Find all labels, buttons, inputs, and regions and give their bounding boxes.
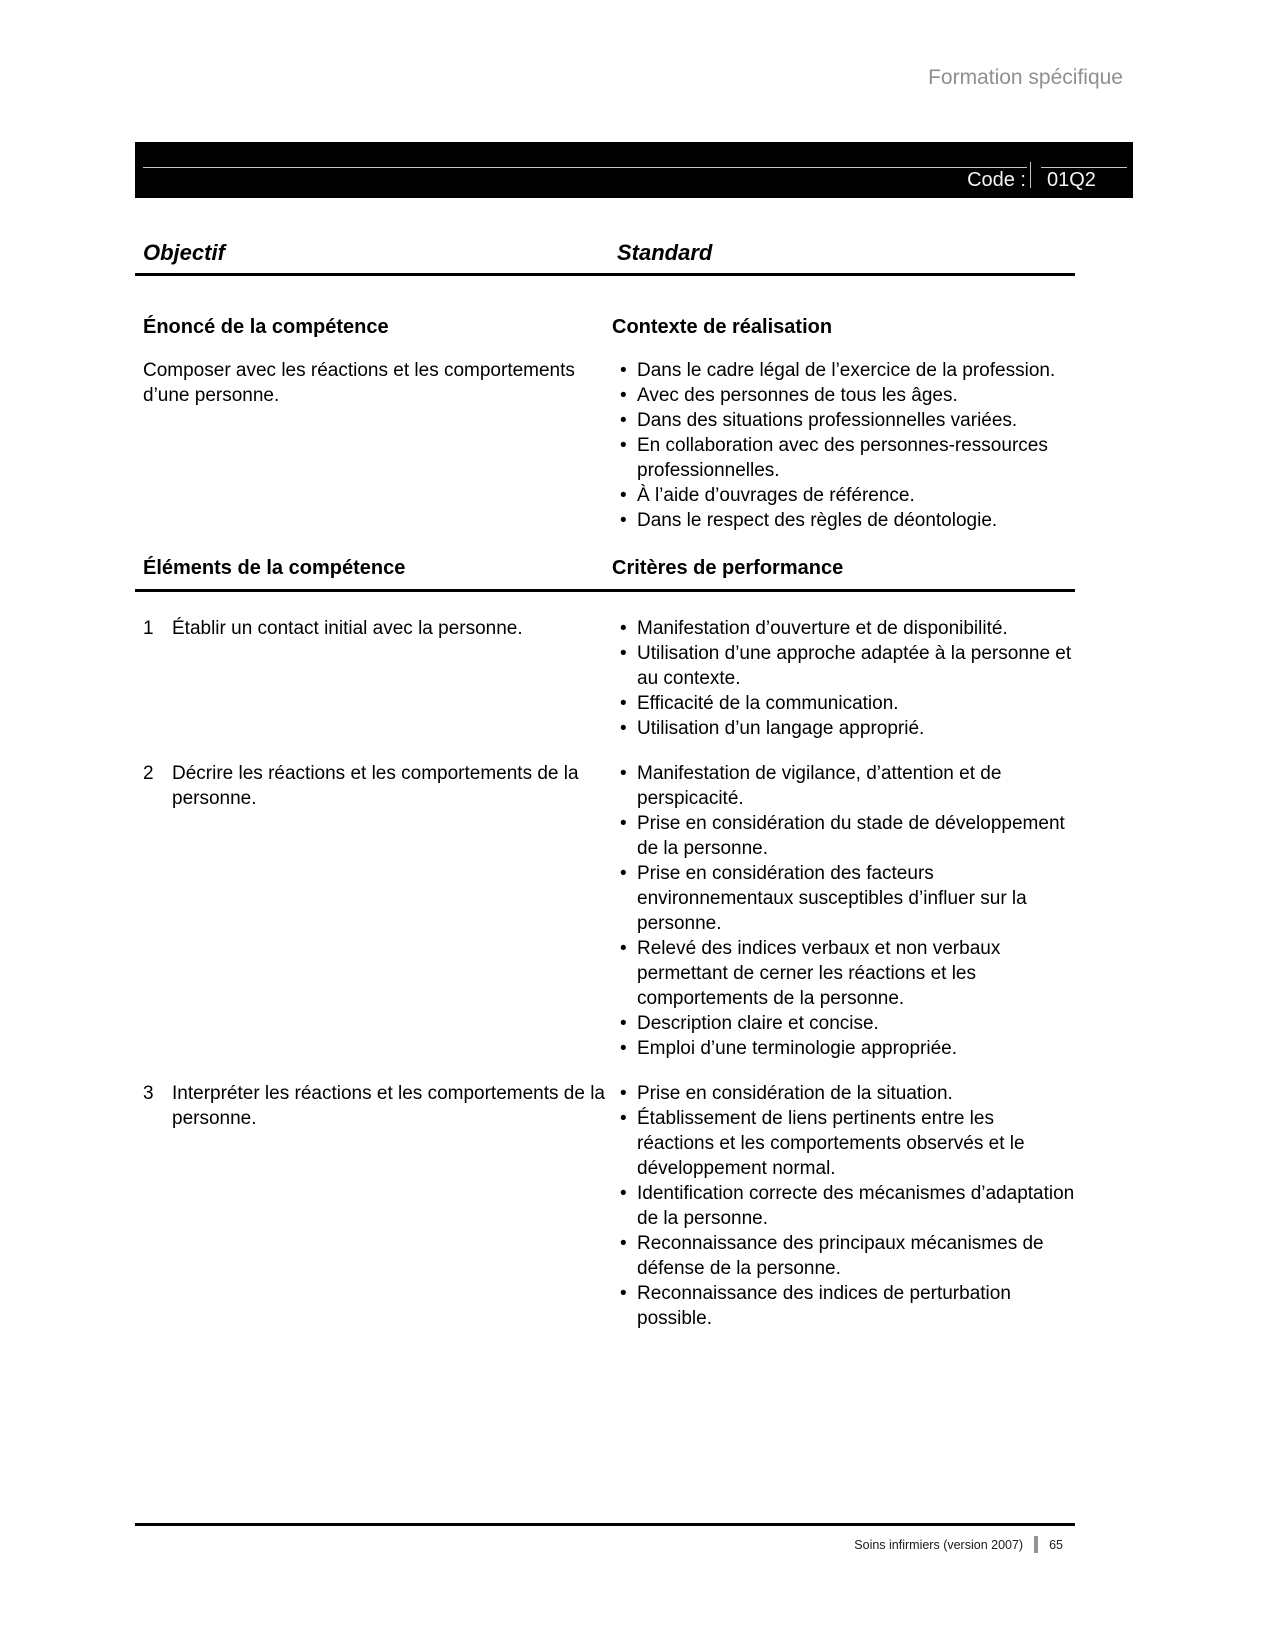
element-text: Décrire les réactions et les comportements de la personne. bbox=[172, 763, 579, 809]
bullet-item: • À l’aide d’ouvrages de référence. bbox=[620, 483, 1075, 508]
bullet-item: • Efficacité de la communication. bbox=[620, 691, 1075, 716]
code-label: Code : bbox=[967, 169, 1026, 191]
criteria-list bbox=[605, 761, 1075, 1061]
element-number: 2 bbox=[143, 763, 154, 784]
banner-line bbox=[143, 167, 1027, 168]
bullet-item: • Prise en considération de la situation. bbox=[620, 1081, 1075, 1106]
section-label: Formation spécifique bbox=[928, 66, 1123, 89]
criteria-list bbox=[605, 1081, 1075, 1331]
bullet-item: • Manifestation de vigilance, d’attention et de perspicacité. bbox=[620, 761, 1075, 811]
element-item bbox=[135, 761, 605, 1061]
element-text: Interpréter les réactions et les comportements de la personne. bbox=[172, 1083, 605, 1129]
contexte-heading: Contexte de réalisation bbox=[612, 316, 833, 338]
footer-divider-bar bbox=[1034, 1536, 1038, 1553]
bullet-item: • Identification correcte des mécanismes d’adaptation de la personne. bbox=[620, 1181, 1075, 1231]
bullet-item: • Dans des situations professionnelles variées. bbox=[620, 408, 1075, 433]
code-value: 01Q2 bbox=[1047, 169, 1096, 191]
bullet-item: • Avec des personnes de tous les âges. bbox=[620, 383, 1075, 408]
footer-divider bbox=[135, 1523, 1075, 1526]
section2-headings bbox=[135, 555, 1075, 589]
element-number: 3 bbox=[143, 1083, 154, 1104]
divider bbox=[135, 273, 1075, 276]
bullet-item: • Prise en considération des facteurs environnementaux susceptibles d’influer sur la personne. bbox=[620, 861, 1075, 936]
competence-statement: Composer avec les réactions et les comportements d’une personne. bbox=[143, 360, 575, 406]
bullet-item: • Relevé des indices verbaux et non verbaux permettant de cerner les réactions et les comportements de la personne. bbox=[620, 936, 1075, 1011]
element-item bbox=[135, 1081, 605, 1331]
bullet-item: • Utilisation d’un langage approprié. bbox=[620, 716, 1075, 741]
section1-headings bbox=[135, 314, 1075, 340]
bullet-item: • Prise en considération du stade de développement de la personne. bbox=[620, 811, 1075, 861]
element-text: Établir un contact initial avec la personne. bbox=[172, 618, 523, 639]
code-overline bbox=[1041, 167, 1127, 168]
section1-content bbox=[135, 358, 1075, 533]
bullet-item: • Reconnaissance des indices de perturbation possible. bbox=[620, 1281, 1075, 1331]
code-banner bbox=[135, 142, 1133, 198]
elements-heading: Éléments de la compétence bbox=[143, 557, 406, 579]
bullet-item: • Emploi d’une terminologie appropriée. bbox=[620, 1036, 1075, 1061]
contexte-list bbox=[605, 358, 1075, 533]
objectif-title: Objectif bbox=[143, 240, 225, 265]
main-content bbox=[135, 240, 1075, 1331]
bullet-item: • Dans le cadre légal de l’exercice de la profession. bbox=[620, 358, 1075, 383]
bullet-item: • Établissement de liens pertinents entre les réactions et les comportements observés et le développement normal. bbox=[620, 1106, 1075, 1181]
element-row bbox=[135, 616, 1075, 741]
bullet-item: • Manifestation d’ouverture et de disponibilité. bbox=[620, 616, 1075, 641]
element-row bbox=[135, 761, 1075, 1061]
enonce-heading: Énoncé de la compétence bbox=[143, 316, 389, 338]
divider bbox=[135, 589, 1075, 592]
bullet-item: • En collaboration avec des personnes-ressources professionnelles. bbox=[620, 433, 1075, 483]
footer bbox=[854, 1536, 1063, 1553]
element-number: 1 bbox=[143, 618, 154, 639]
element-row bbox=[135, 1081, 1075, 1331]
criteres-heading: Critères de performance bbox=[612, 557, 844, 579]
bullet-item: • Description claire et concise. bbox=[620, 1011, 1075, 1036]
footer-source: Soins infirmiers (version 2007) bbox=[854, 1537, 1024, 1552]
bullet-item: • Dans le respect des règles de déontologie. bbox=[620, 508, 1075, 533]
standard-title: Standard bbox=[617, 240, 713, 265]
bullet-item: • Reconnaissance des principaux mécanismes de défense de la personne. bbox=[620, 1231, 1075, 1281]
footer-page-number: 65 bbox=[1049, 1537, 1063, 1552]
bullet-item: • Utilisation d’une approche adaptée à la personne et au contexte. bbox=[620, 641, 1075, 691]
element-item bbox=[135, 616, 605, 741]
column-titles bbox=[135, 240, 1075, 273]
criteria-list bbox=[605, 616, 1075, 741]
banner-tick bbox=[1030, 162, 1031, 188]
